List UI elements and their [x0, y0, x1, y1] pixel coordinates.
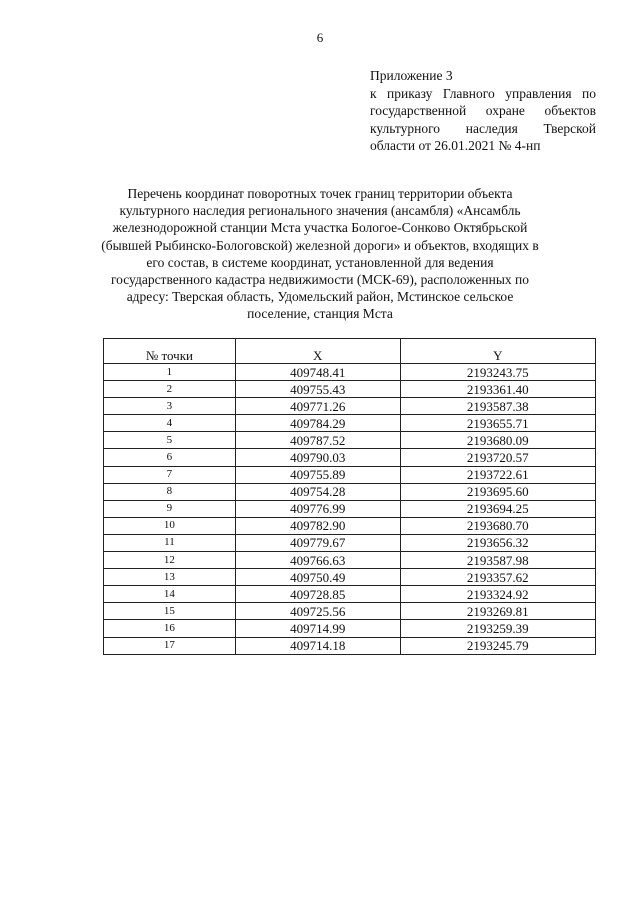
cell-x: 409728.85 [235, 586, 400, 603]
cell-point-number: 6 [104, 449, 236, 466]
header-y: Y [400, 339, 595, 364]
table-row [104, 637, 596, 654]
cell-y: 2193587.38 [400, 398, 595, 415]
table-row [104, 552, 596, 569]
cell-x: 409776.99 [235, 500, 400, 517]
cell-point-number: 11 [104, 534, 236, 551]
table-row [104, 381, 596, 398]
appendix-line: культурного наследия Тверской [370, 120, 596, 136]
cell-y: 2193680.09 [400, 432, 595, 449]
cell-y: 2193269.81 [400, 603, 595, 620]
table-row [104, 569, 596, 586]
title-line: Перечень координат поворотных точек границ территории объекта [127, 186, 513, 201]
cell-point-number: 9 [104, 500, 236, 517]
cell-y: 2193587.98 [400, 552, 595, 569]
appendix-line: области от 26.01.2021 № 4-нп [370, 138, 541, 153]
table-row [104, 364, 596, 381]
cell-y: 2193720.57 [400, 449, 595, 466]
header-point-number: № точки [104, 339, 236, 364]
cell-x: 409771.26 [235, 398, 400, 415]
table-row [104, 620, 596, 637]
cell-y: 2193656.32 [400, 534, 595, 551]
table-row [104, 415, 596, 432]
cell-x: 409748.41 [235, 364, 400, 381]
cell-y: 2193324.92 [400, 586, 595, 603]
cell-y: 2193357.62 [400, 569, 595, 586]
title-line: (бывшей Рыбинско-Бологовской) железной дороги» и объектов, входящих в [101, 237, 539, 253]
cell-x: 409755.89 [235, 466, 400, 483]
cell-y: 2193695.60 [400, 483, 595, 500]
cell-x: 409790.03 [235, 449, 400, 466]
document-title [60, 185, 580, 323]
cell-x: 409750.49 [235, 569, 400, 586]
table-row [104, 534, 596, 551]
cell-point-number: 16 [104, 620, 236, 637]
cell-point-number: 2 [104, 381, 236, 398]
cell-point-number: 12 [104, 552, 236, 569]
appendix-line: Приложение 3 [370, 68, 453, 83]
table-row [104, 449, 596, 466]
cell-y: 2193680.70 [400, 517, 595, 534]
cell-x: 409784.29 [235, 415, 400, 432]
coordinates-table [103, 338, 596, 655]
cell-y: 2193243.75 [400, 364, 595, 381]
cell-point-number: 14 [104, 586, 236, 603]
cell-point-number: 4 [104, 415, 236, 432]
header-x: X [235, 339, 400, 364]
appendix-line: государственной охране объектов [370, 103, 596, 118]
cell-x: 409714.99 [235, 620, 400, 637]
cell-point-number: 15 [104, 603, 236, 620]
table-body [104, 364, 596, 655]
table-row [104, 483, 596, 500]
table-row [104, 517, 596, 534]
title-line: государственного кадастра недвижимости (МСК-69), расположенных по [110, 272, 530, 288]
cell-point-number: 13 [104, 569, 236, 586]
table-row [104, 398, 596, 415]
cell-y: 2193245.79 [400, 637, 595, 654]
cell-point-number: 17 [104, 637, 236, 654]
appendix-block [370, 67, 596, 155]
title-line: культурного наследия регионального значения (ансамбля) «Ансамбль [119, 203, 521, 219]
title-line: адресу: Тверская область, Удомельский район, Мстинское сельское [126, 289, 514, 305]
table-row [104, 586, 596, 603]
cell-y: 2193722.61 [400, 466, 595, 483]
table-row [104, 432, 596, 449]
cell-x: 409755.43 [235, 381, 400, 398]
table-row [104, 466, 596, 483]
cell-y: 2193655.71 [400, 415, 595, 432]
cell-y: 2193361.40 [400, 381, 595, 398]
title-line: железнодорожной станции Мста участка Бологое-Сонково Октябрьской [112, 220, 528, 236]
table-row [104, 500, 596, 517]
cell-point-number: 10 [104, 517, 236, 534]
cell-point-number: 7 [104, 466, 236, 483]
cell-x: 409754.28 [235, 483, 400, 500]
cell-x: 409714.18 [235, 637, 400, 654]
cell-y: 2193259.39 [400, 620, 595, 637]
cell-point-number: 8 [104, 483, 236, 500]
cell-x: 409725.56 [235, 603, 400, 620]
cell-x: 409787.52 [235, 432, 400, 449]
cell-y: 2193694.25 [400, 500, 595, 517]
cell-point-number: 1 [104, 364, 236, 381]
table-row [104, 603, 596, 620]
appendix-line: к приказу Главного управления по [370, 85, 596, 101]
page-number: 6 [316, 30, 324, 45]
cell-x: 409766.63 [235, 552, 400, 569]
cell-x: 409779.67 [235, 534, 400, 551]
cell-point-number: 5 [104, 432, 236, 449]
title-line: его состав, в системе координат, установленной для ведения [146, 254, 494, 270]
cell-point-number: 3 [104, 398, 236, 415]
cell-x: 409782.90 [235, 517, 400, 534]
title-line: поселение, станция Мста [247, 306, 393, 322]
table-header-row [104, 339, 596, 364]
